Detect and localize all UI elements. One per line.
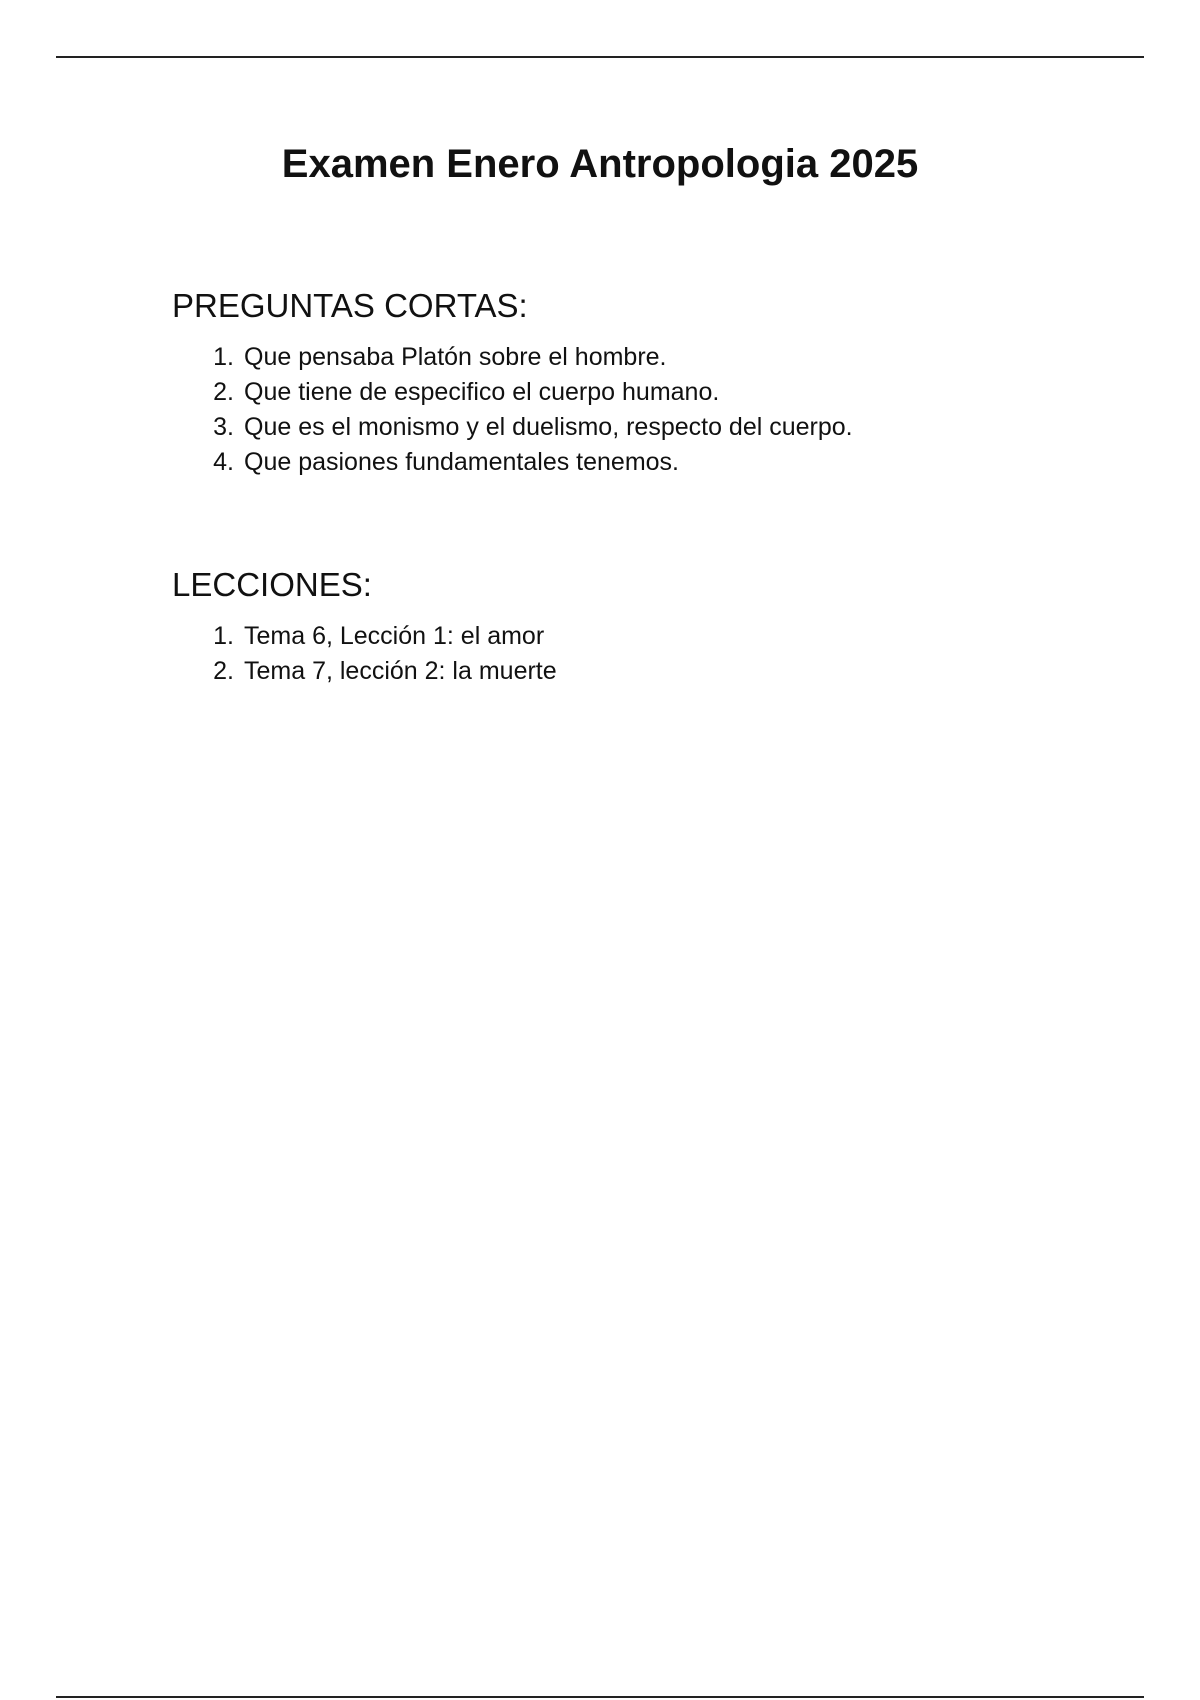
section-heading: PREGUNTAS CORTAS:	[172, 287, 528, 324]
list-item	[172, 654, 557, 689]
bottom-divider	[56, 1696, 1144, 1698]
list-item-text: Tema 6, Lección 1: el amor	[244, 622, 545, 650]
list-item-text: Que pensaba Platón sobre el hombre.	[244, 343, 667, 371]
list-item-number: 3.	[213, 413, 234, 441]
list-item-number: 2.	[213, 378, 234, 406]
lesson-list	[172, 619, 557, 689]
section-heading: LECCIONES:	[172, 566, 372, 603]
list-item	[172, 410, 853, 445]
list-item-text: Tema 7, lección 2: la muerte	[244, 657, 557, 685]
list-item	[172, 445, 853, 480]
document-title: Examen Enero Antropologia 2025	[281, 142, 919, 186]
list-item	[172, 619, 557, 654]
top-divider	[56, 56, 1144, 58]
question-list	[172, 340, 853, 480]
section-preguntas-cortas	[172, 286, 853, 480]
list-item	[172, 375, 853, 410]
list-item-number: 1.	[213, 622, 234, 650]
list-item-text: Que es el monismo y el duelismo, respecto del cuerpo.	[244, 413, 853, 441]
list-item-number: 2.	[213, 657, 234, 685]
list-item-text: Que pasiones fundamentales tenemos.	[244, 448, 679, 476]
list-item	[172, 340, 853, 375]
section-lecciones	[172, 565, 557, 689]
list-item-number: 4.	[213, 448, 234, 476]
list-item-number: 1.	[213, 343, 234, 371]
list-item-text: Que tiene de especifico el cuerpo humano.	[244, 378, 720, 406]
